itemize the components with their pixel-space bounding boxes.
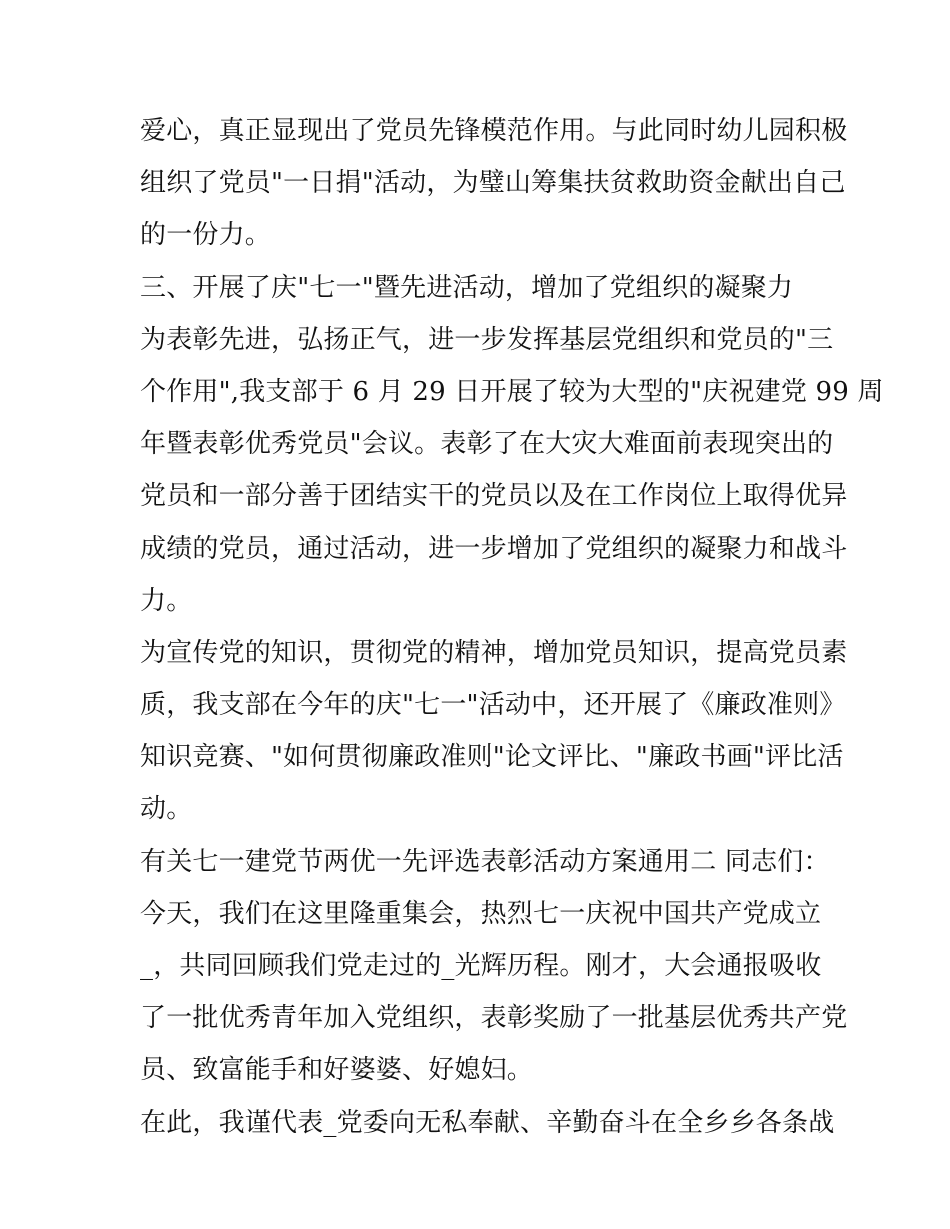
text-line: 党员和一部分善于团结实干的党员以及在工作岗位上取得优异 xyxy=(140,481,848,512)
text-line: 动。 xyxy=(140,794,193,825)
section-heading: 有关七一建党节两优一先评选表彰活动方案通用二 同志们： xyxy=(140,846,830,877)
text-line: 员、致富能手和好婆婆、好媳妇。 xyxy=(140,1055,534,1086)
text-line: 组织了党员"一日捐"活动，为璧山筹集扶贫救助资金献出自己 xyxy=(140,168,846,199)
text-line: 为宣传党的知识，贯彻党的精神，增加党员知识，提高党员素 xyxy=(140,637,848,668)
text-line: 在此，我谨代表_党委向无私奉献、辛勤奋斗在全乡乡各条战 xyxy=(140,1107,835,1138)
text-line: 爱心，真正显现出了党员先锋模范作用。与此同时幼儿园积极 xyxy=(140,116,848,146)
text-line: 今天，我们在这里隆重集会，热烈七一庆祝中国共产党成立 xyxy=(140,898,822,929)
text-line: _，共同回顾我们党走过的_光辉历程。刚才，大会通报吸收 xyxy=(140,951,822,981)
text-line: 成绩的党员，通过活动，进一步增加了党组织的凝聚力和战斗 xyxy=(140,533,848,564)
text-line: 个作用",我支部于 6 月 29 日开展了较为大型的"庆祝建党 99 周 xyxy=(140,376,884,407)
section-heading: 三、开展了庆"七一"暨先进活动，增加了党组织的凝聚力 xyxy=(140,272,794,303)
text-line: 知识竞赛、"如何贯彻廉政准则"论文评比、"廉政书画"评比活 xyxy=(140,742,844,773)
text-line: 年暨表彰优秀党员"会议。表彰了在大灾大难面前表现突出的 xyxy=(140,429,834,460)
text-line: 质，我支部在今年的庆"七一"活动中，还开展了《廉政准则》 xyxy=(140,690,846,721)
text-line: 力。 xyxy=(140,585,193,616)
document-body xyxy=(140,105,884,1149)
text-line: 为表彰先进，弘扬正气，进一步发挥基层党组织和党员的"三 xyxy=(140,324,834,355)
text-line: 的一份力。 xyxy=(140,220,272,251)
text-line: 了一批优秀青年加入党组织，表彰奖励了一批基层优秀共产党 xyxy=(140,1003,848,1034)
